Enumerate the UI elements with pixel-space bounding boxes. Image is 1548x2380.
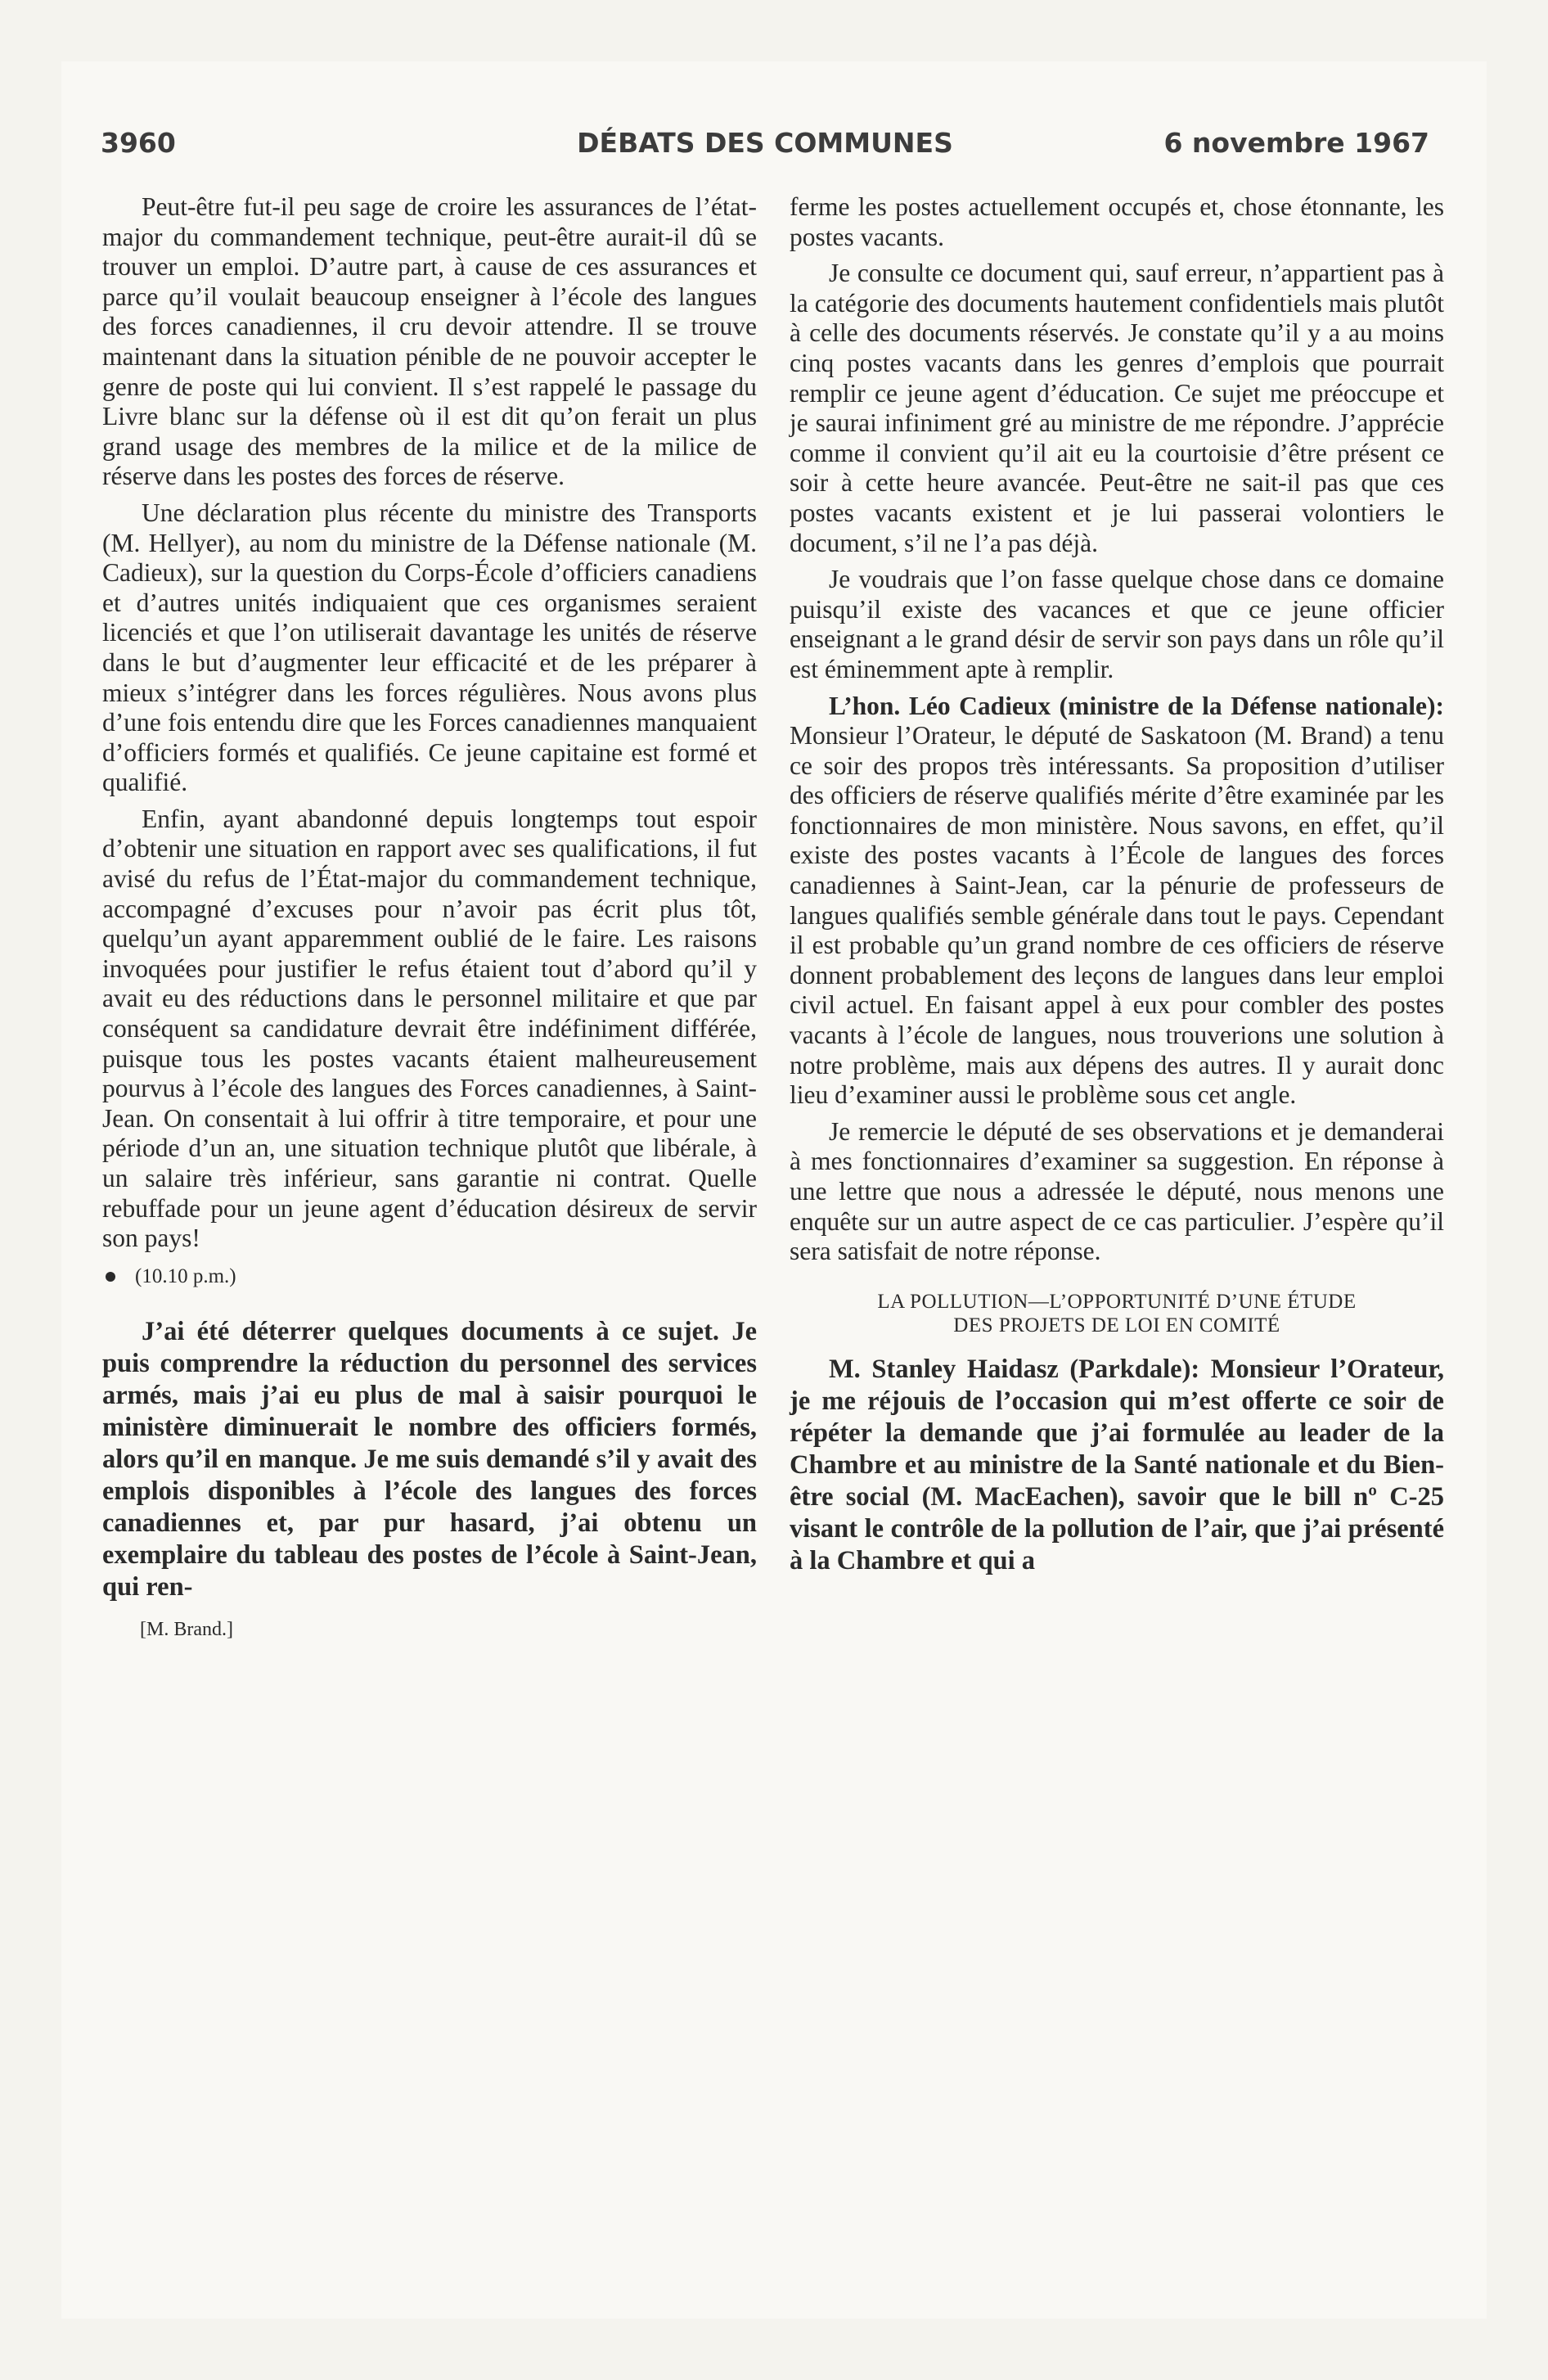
paragraph: Je remercie le député de ses observations et je demanderai à mes fonctionnaires d’examiner sa suggestion. En réponse à une lettre que nous a adressée le député, nous menons une enquête sur un autre aspect de ce cas particulier. J’espère qu’il sera satisfait de notre réponse. <box>790 1116 1444 1266</box>
paragraph: J’ai été déterrer quelques documents à ce sujet. Je puis comprendre la réduction du personnel des services armés, mais j’ai eu plus de mal à saisir pourquoi le ministère diminuerait le nombre des officiers formés, alors qu’il en manque. Je me suis demandé s’il y avait des emplois disponibles à l’école des langues des forces canadiennes et, par pur hasard, j’ai obtenu un exemplaire du tableau des postes de l’école à Saint-Jean, qui ren- <box>102 1317 757 1602</box>
bullet-icon <box>106 1272 115 1282</box>
speaker-signature: [M. Brand.] <box>140 1619 233 1641</box>
speech-text: Monsieur l’Orateur, je me réjouis de l’occasion qui m’est offerte ce soir de répéter la demande que j’ai formulée au leader de la Chambre et au ministre de la Santé nationale et du Bien-être social (M. MacEachen), savoir que le bill nº C-25 visant le contrôle de la pollution de l’air, que j’ai présenté à la Chambre et qui a <box>790 1354 1444 1575</box>
paragraph <box>790 1354 1444 1577</box>
page-number: 3960 <box>101 127 176 159</box>
speaker-name: L’hon. Léo Cadieux (ministre de la Défense nationale): <box>829 691 1444 720</box>
time-marker-text: (10.10 p.m.) <box>135 1264 236 1287</box>
section-heading-line: LA POLLUTION—L’OPPORTUNITÉ D’UNE ÉTUDE <box>877 1290 1357 1313</box>
publication-date: 6 novembre 1967 <box>1163 127 1429 159</box>
page-header <box>101 127 1429 168</box>
speech-text: Monsieur l’Orateur, le député de Saskatoon (M. Brand) a tenu ce soir des propos très intéressants. Sa proposition d’utiliser des officiers de réserve qualifiés mérite d’être examinée par les fonctionnaires de mon ministère. Nous savons, en effet, qu’il existe des postes vacants à l’École de langues des forces canadiennes à Saint-Jean, car la pénurie de professeurs de langues qualifiés semble générale dans tout le pays. Cependant il est probable qu’un grand nombre de ces officiers de réserve donnent probablement des leçons de langues dans leur emploi civil actuel. En faisant appel à eux pour combler des postes vacants à l’école de langues, nous trouverions une solution à notre problème, mais aux dépens des autres. Il y aurait donc lieu d’examiner aussi le problème sous cet angle. <box>790 721 1444 1110</box>
section-heading-line: DES PROJETS DE LOI EN COMITÉ <box>953 1314 1280 1336</box>
time-marker <box>102 1262 757 1292</box>
paragraph: Peut-être fut-il peu sage de croire les assurances de l’état-major du commandement technique, peut-être aurait-il dû se trouver un emploi. D’autre part, à cause de ces assurances et parce qu’il voulait beaucoup enseigner à l’école des langues des forces canadiennes, il cru devoir attendre. Il se trouve maintenant dans la situation pénible de ne pouvoir accepter le genre de poste qui lui convient. Il s’est rappelé le passage du Livre blanc sur la défense où il est dit qu’on ferait un plus grand usage des membres de la milice et de la milice de réserve dans les postes des forces de réserve. <box>102 192 757 491</box>
paragraph: Enfin, ayant abandonné depuis longtemps tout espoir d’obtenir une situation en rapport avec ses qualifications, il fut avisé du refus de l’État-major du commandement technique, accompagné d’excuses pour n’avoir pas écrit plus tôt, quelqu’un ayant apparemment oublié de le faire. Les raisons invoquées pour justifier le refus étaient tout d’abord qu’il y avait eu des réductions dans le personnel militaire et que par conséquent sa candidature devrait être indéfiniment différée, puisque tous les postes vacants étaient malheureusement pourvus à l’école des langues des Forces canadiennes, à Saint-Jean. On consentait à lui offrir à titre temporaire, et pour une période d’un an, une situation technique plutôt que libérale, à un salaire très inférieur, sans garantie ni contrat. Quelle rebuffade pour un jeune agent d’éducation désireux de servir son pays! <box>102 804 757 1253</box>
publication-title: DÉBATS DES COMMUNES <box>577 127 953 159</box>
paragraph: Je voudrais que l’on fasse quelque chose dans ce domaine puisqu’il existe des vacances et que ce jeune officier enseignant a le grand désir de servir son pays dans un rôle qu’il est éminemment apte à remplir. <box>790 565 1444 683</box>
left-column <box>102 192 757 1645</box>
section-heading <box>790 1290 1444 1337</box>
document-page <box>61 61 1487 2319</box>
right-column <box>790 192 1444 1584</box>
paragraph: Une déclaration plus récente du ministre des Transports (M. Hellyer), au nom du ministre de la Défense nationale (M. Cadieux), sur la question du Corps-École d’officiers canadiens et d’autres unités indiquaient que ces organismes seraient licenciés et que l’on utiliserait davantage les unités de réserve dans le but d’augmenter leur efficacité et de les préparer à mieux s’intégrer dans les forces régulières. Nous avons plus d’une fois entendu dire que les Forces canadiennes manquaient d’officiers formés et qualifiés. Ce jeune capitaine est formé et qualifié. <box>102 498 757 797</box>
paragraph <box>790 692 1444 1111</box>
paragraph: Je consulte ce document qui, sauf erreur, n’appartient pas à la catégorie des documents hautement confidentiels mais plutôt à celle des documents réservés. Je constate qu’il y a au moins cinq postes vacants dans les genres d’emplois que pourrait remplir ce jeune agent d’éducation. Ce sujet me préoccupe et je saurai infiniment gré au ministre de me répondre. J’apprécie comme il convient qu’il ait eu la courtoisie d’être présent ce soir à cette heure avancée. Peut-être ne sait-il pas que ces postes vacants existent et je lui passerai volontiers le document, s’il ne l’a pas déjà. <box>790 259 1444 557</box>
speaker-name: M. Stanley Haidasz (Parkdale): <box>829 1354 1200 1384</box>
paragraph: ferme les postes actuellement occupés et, chose étonnante, les postes vacants. <box>790 192 1444 251</box>
